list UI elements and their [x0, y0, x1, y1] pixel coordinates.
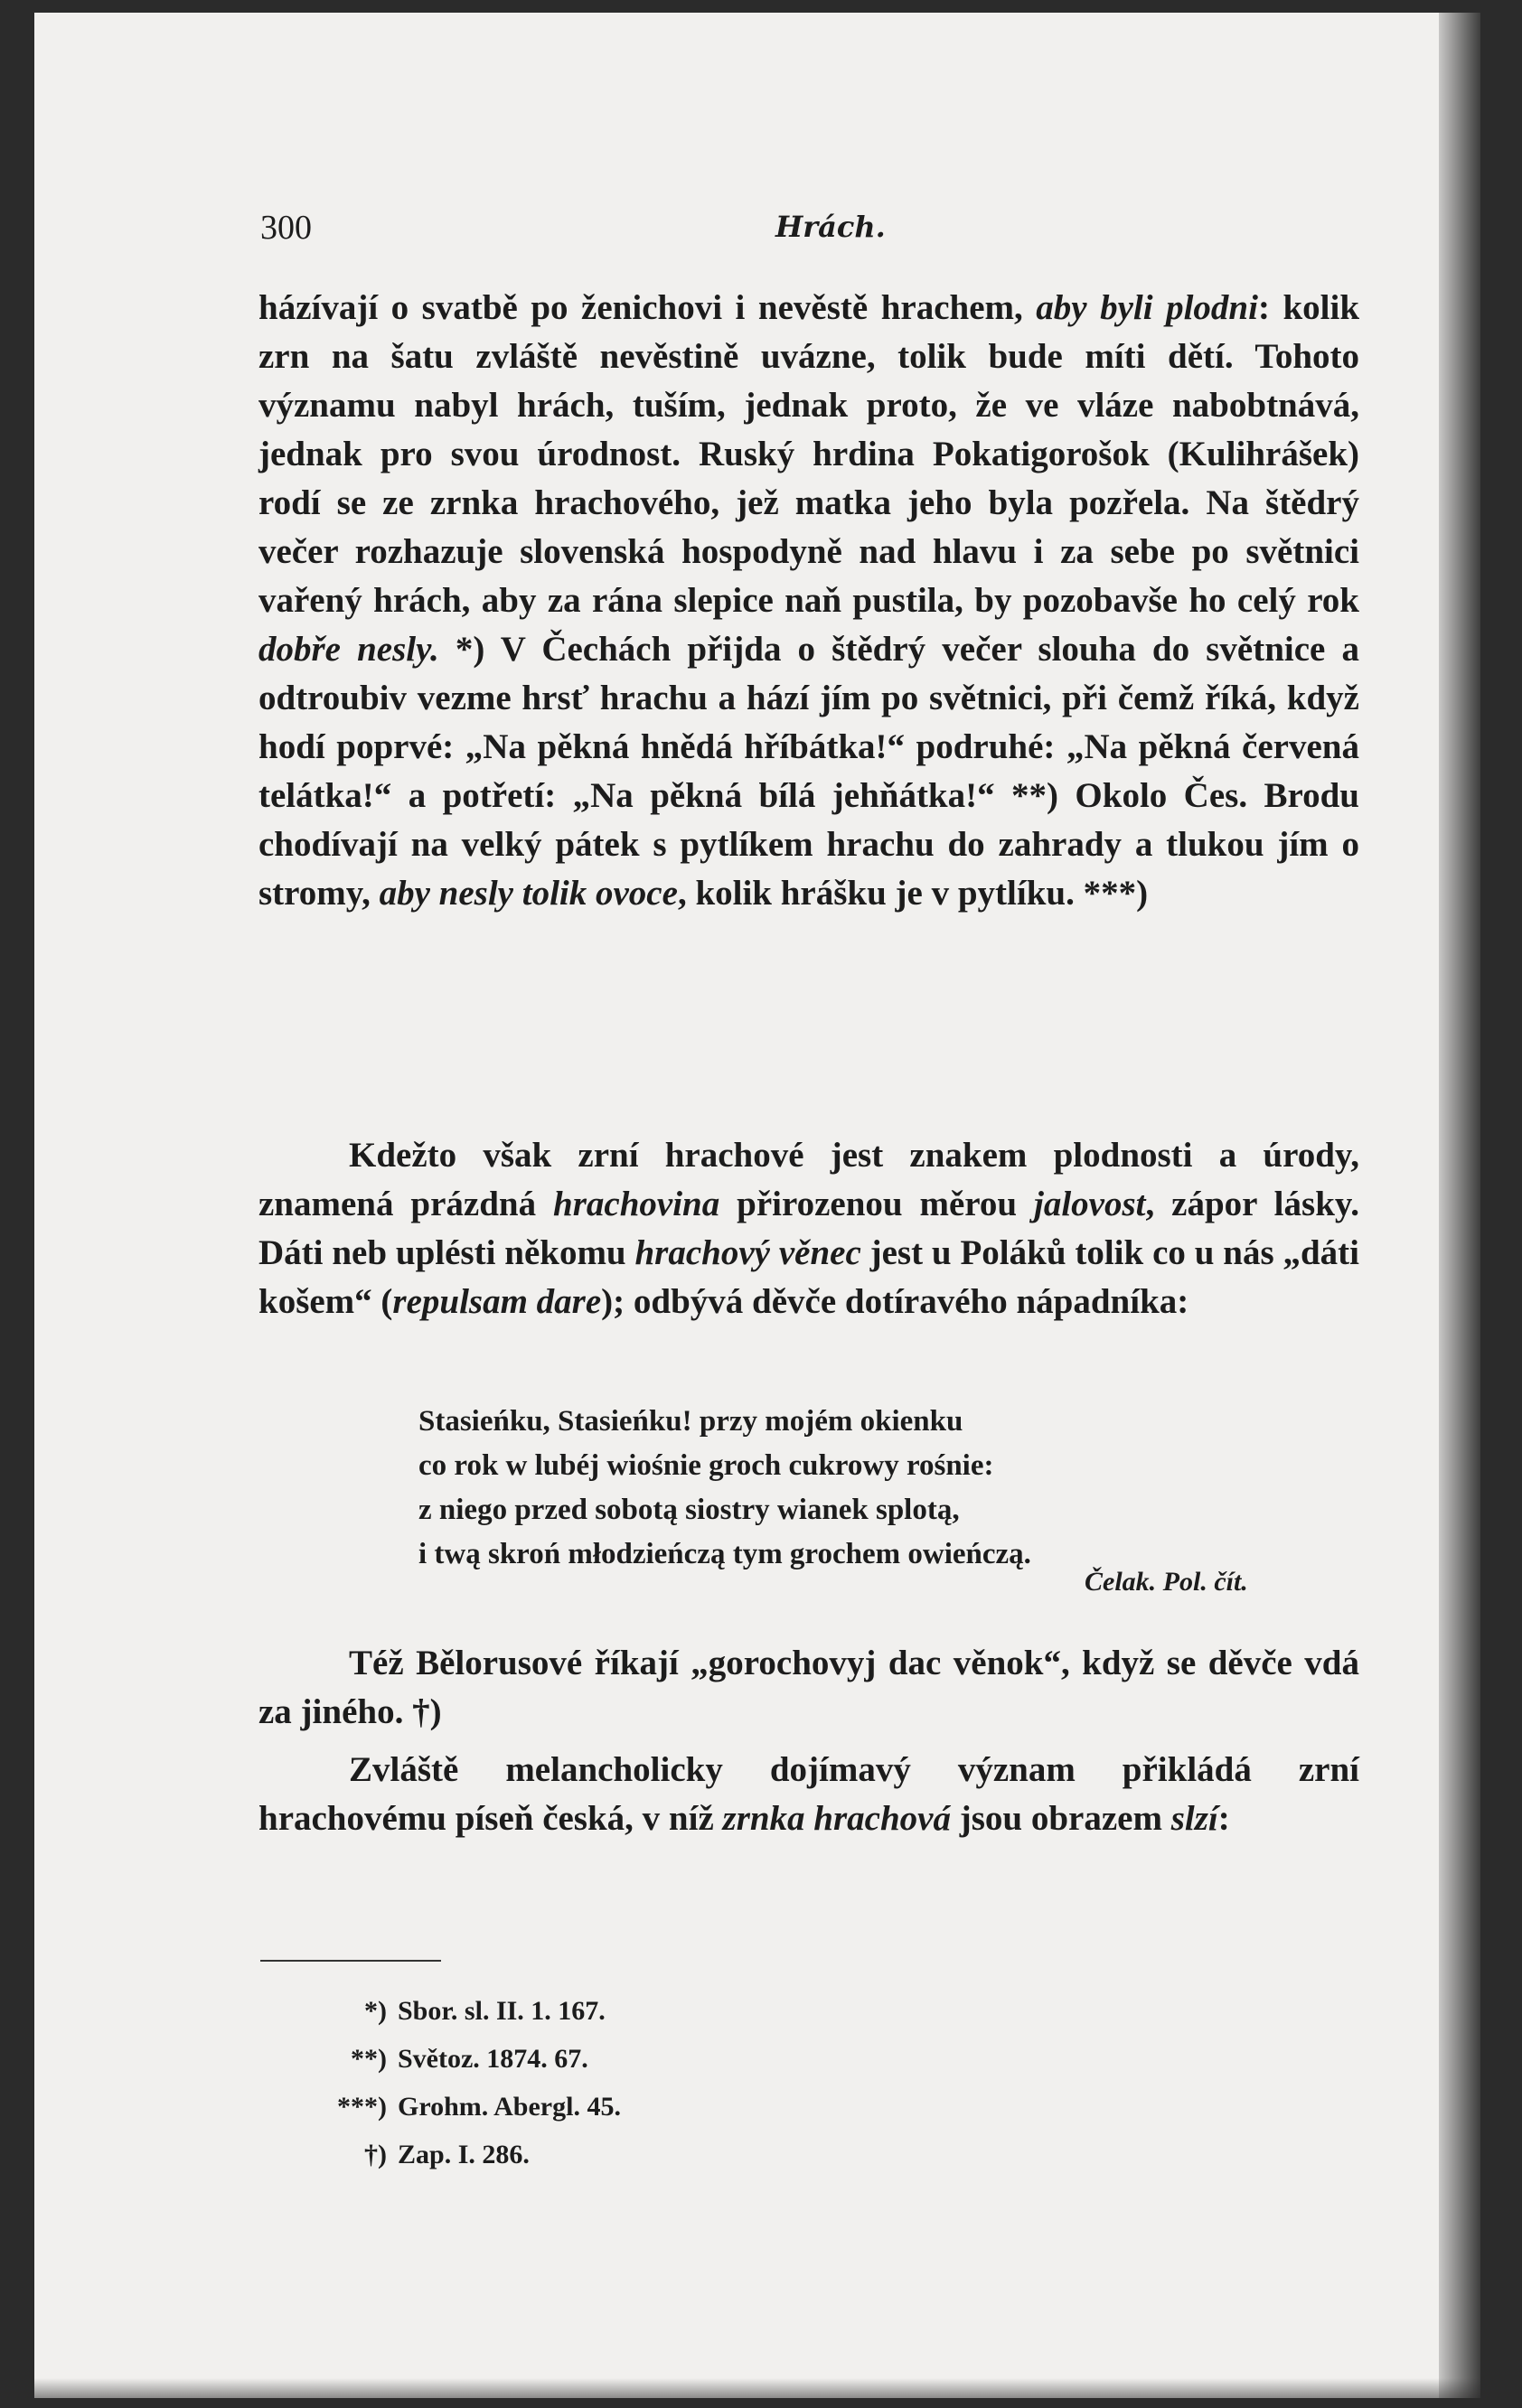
para2-text-2: přirozenou měrou: [719, 1185, 1034, 1223]
footnote-mark: ***): [337, 2092, 387, 2122]
para4-emphasis-1: zrnka hrachová: [722, 1799, 951, 1838]
footnote: [287, 2035, 830, 2083]
footnote-mark: **): [351, 2044, 387, 2074]
para4-text-3: :: [1217, 1799, 1230, 1838]
page-header: [260, 208, 1345, 251]
paragraph-3: Též Bělorusové říkají „gorochovyj dac věnok“, když se děvče vdá za jiného. †): [258, 1644, 1359, 1731]
para2-text-3: , zápor lásky. Dáti neb uplésti někomu: [258, 1185, 1359, 1272]
paragraph-4: [258, 1746, 1359, 1843]
footnote: [287, 2131, 830, 2178]
para2-text-4: jest u Poláků tolik co u nás „dáti košem“ (: [258, 1233, 1360, 1321]
footnote-text: Grohm. Abergl. 45.: [398, 2092, 621, 2122]
footnote-text: Světoz. 1874. 67.: [398, 2044, 588, 2074]
footnote-text: Sbor. sl. II. 1. 167.: [398, 1996, 606, 2026]
footnote-mark: *): [364, 1996, 387, 2026]
para1-text-4: , kolik hrášku je v pytlíku. ***): [677, 874, 1149, 913]
para1-emphasis-3: aby nesly tolik ovoce: [379, 874, 678, 913]
page-number: 300: [260, 209, 312, 247]
paragraph-2: [258, 1131, 1359, 1326]
page-edge-shadow: [1439, 13, 1480, 2398]
para1-text-2: : kolik zrn na šatu zvláště nevěstině uvázne, tolik bude míti dětí. Tohoto významu nabyl hrách, tuším, jednak proto, že ve vláze nabobtnává, jednak pro svou úrodnost. Ruský hrdina Pokatigorošok (Kulihrášek) rodí se ze zrnka hrachového, jež matka jeho byla pozřela. Na štědrý večer rozhazuje slovenská hospodyně nad hlavu i za sebe po světnici vařený hrách, aby za rána slepice naň pustila, by pozobavše ho celý rok: [258, 288, 1360, 620]
footnote: [287, 2083, 830, 2131]
page-bottom-shadow: [34, 2378, 1480, 2398]
paragraph-1: [258, 284, 1359, 918]
footnote-text: Zap. I. 286.: [398, 2140, 530, 2169]
para2-emphasis-1: hrachovina: [553, 1185, 720, 1223]
book-page: [34, 13, 1480, 2398]
para4-emphasis-2: slzí: [1170, 1799, 1218, 1838]
body-text-top: [258, 284, 1359, 918]
para1-text-1: házívají o svatbě po ženichovi i nevěstě hrachem,: [258, 288, 1037, 327]
para2-emphasis-2: jalovost: [1034, 1185, 1146, 1223]
para2-emphasis-3: hrachový věnec: [634, 1233, 861, 1272]
footnote-mark: †): [364, 2140, 387, 2169]
footnotes: [287, 1987, 830, 2178]
para2-text-5: ); odbývá děvče dotíravého nápadníka:: [601, 1282, 1189, 1321]
body-text-bottom: [258, 1639, 1359, 1843]
para2-text-1: Kdežto však zrní hrachové jest znakem plodnosti a úrody, znamená prázdná: [258, 1136, 1359, 1223]
verse-line: co rok w lubéj wiośnie groch cukrowy rośnie:: [418, 1449, 994, 1482]
para2-emphasis-4: repulsam dare: [392, 1282, 602, 1321]
para1-emphasis-2: dobře nesly.: [258, 630, 439, 669]
para4-text-1: Zvláště melancholicky dojímavý význam přikládá zrní hrachovému píseň česká, v níž: [258, 1750, 1359, 1838]
para1-text-3: *) V Čechách přijda o štědrý večer slouha do světnice a odtroubiv vezme hrsť hrachu a hází jím po světnici, při čemž říká, když hodí poprvé: „Na pěkná hnědá hříbátka!“ podruhé: „Na pěkná červená telátka!“ a potřetí: „Na pěkná bílá jehňátka!“ **) Okolo Čes. Brodu chodívají na velký pátek s pytlíkem hrachu do zahrady a tlukou jím o stromy,: [258, 630, 1359, 913]
verse-line: Stasieńku, Stasieńku! przy mojém okienku: [418, 1405, 963, 1438]
body-text-middle: [258, 1131, 1359, 1326]
footnote-divider: [260, 1960, 441, 1962]
running-title: Hrách.: [775, 210, 886, 244]
polish-verse: [418, 1400, 1322, 1577]
verse-source: Čelak. Pol. čít.: [1085, 1567, 1248, 1597]
footnote: [287, 1987, 830, 2035]
para1-emphasis-1: aby byli plodni: [1036, 288, 1258, 327]
verse-line: z niego przed sobotą siostry wianek splotą,: [418, 1494, 960, 1526]
para4-text-2: jsou obrazem: [951, 1799, 1171, 1838]
verse-line: i twą skroń młodzieńczą tym grochem owieńczą.: [418, 1538, 1031, 1570]
